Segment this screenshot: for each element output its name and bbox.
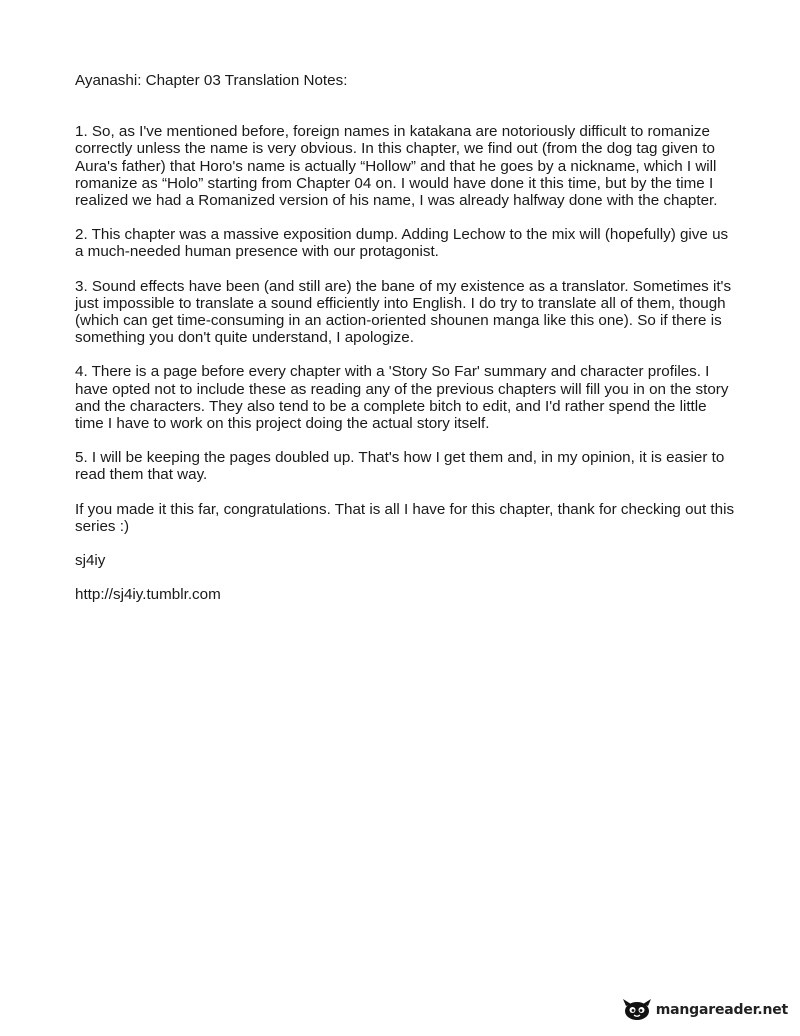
note-5: 5. I will be keeping the pages doubled up. That's how I get them and, in my opinion, it is easier to read them that way. bbox=[75, 449, 725, 484]
note-2: 2. This chapter was a massive exposition dump. Adding Lechow to the mix will (hopefully) give us a much-needed human presence with our protagonist. bbox=[75, 226, 729, 261]
note-1: 1. So, as I've mentioned before, foreign names in katakana are notoriously difficult to romanize correctly unless the name is very obvious. In this chapter, we find out (from the dog tag given to Aura's father) that Horo's name is actually “Hollow” and that he goes by a nickname, which I will romanize as “Holo” starting from Chapter 04 on. I would have done it this time, but by the time I realized we had a Romanized version of his name, I was already halfway done with the chapter. bbox=[75, 123, 718, 210]
closing-paragraph: If you made it this far, congratulations. That is all I have for this chapter, thank for checking out this series :) bbox=[75, 500, 735, 535]
translation-notes-page bbox=[75, 72, 735, 603]
translator-signature: sj4iy bbox=[75, 552, 106, 570]
site-watermark bbox=[622, 998, 788, 1022]
translator-url: http://sj4iy.tumblr.com bbox=[75, 586, 221, 604]
note-3: 3. Sound effects have been (and still are) the bane of my existence as a translator. Sometimes it's just impossible to translate a sound efficiently into English. I do try to translate all of them, though (which can get time-consuming in an action-oriented shounen manga like this one). So if there is something you don't quite understand, I apologize. bbox=[75, 277, 732, 347]
document-title: Ayanashi: Chapter 03 Translation Notes: bbox=[75, 72, 348, 89]
mascot-logo-icon bbox=[622, 998, 652, 1022]
note-4: 4. There is a page before every chapter with a 'Story So Far' summary and character profiles. I have opted not to include these as reading any of the previous chapters will fill you in on the story and the characters. They also tend to be a complete bitch to edit, and I'd rather spend the little time I have to work on this project doing the actual story itself. bbox=[75, 363, 729, 433]
watermark-text: mangareader.net bbox=[655, 1002, 788, 1018]
